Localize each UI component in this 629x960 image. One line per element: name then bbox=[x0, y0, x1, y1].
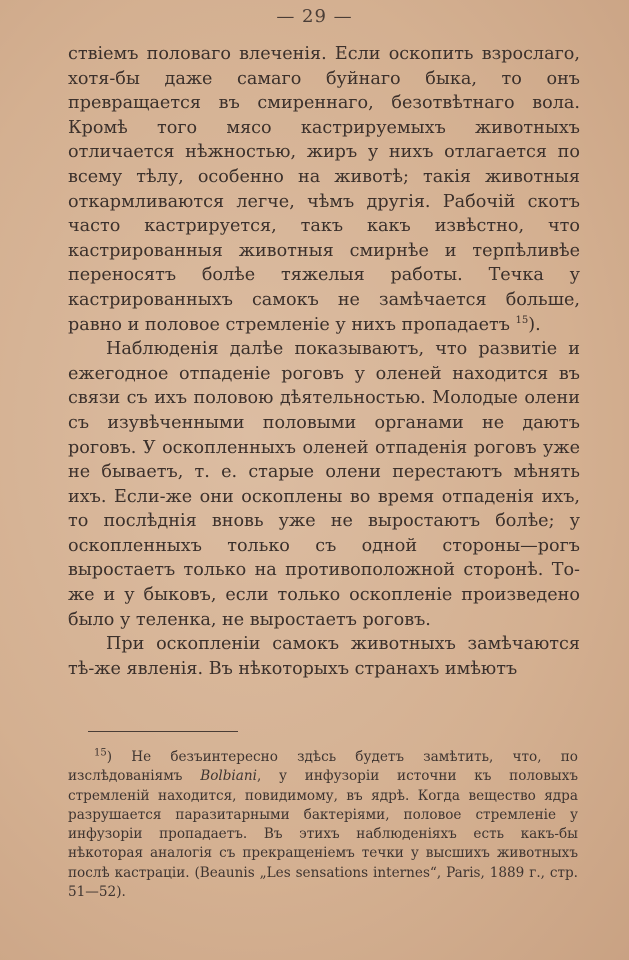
footnote-reference: 15 bbox=[515, 314, 529, 326]
footnote-marker: 15 bbox=[94, 747, 107, 759]
paragraph-3: При оскопленіи самокъ животныхъ замѣчаются тѣ-же явленія. Въ нѣкоторыхъ странахъ имѣютъ bbox=[68, 634, 580, 679]
footnote-divider bbox=[88, 731, 238, 732]
paragraph-2: Наблюденія далѣе показываютъ, что развитіе и ежегодное отпаденіе роговъ у оленей находится въ связи съ ихъ половою дѣятельностью. Молодые олени съ изувѣченными половыми органами не даютъ роговъ. У оскопленныхъ оленей отпаденія роговъ уже не бываетъ, т. е. старые олени перестаютъ мѣнять ихъ. Если-же они оскоплены во время отпаденія ихъ, то послѣднія вновь уже не выростаютъ болѣе; у оскопленныхъ только съ одной стороны—рогъ выростаетъ только на противоположной сторонѣ. То-же и у быковъ, если только оскопленіе произведено было у теленка, не выростаетъ роговъ. bbox=[68, 339, 580, 630]
footnote-text-end: , у инфузоріи источни къ половыхъ стремленій находится, повидимому, въ ядрѣ. Когда вещество ядра разрушается паразитарными бактеріями, половое стремленіе у инфузоріи пропадаетъ. Въ этихъ наблюденіяхъ есть какъ-бы нѣкоторая аналогія съ прекращеніемъ течки у высшихъ животныхъ послѣ кастраціи. (Beaunis „Les sensations internes“, Paris, 1889 г., стр. 51—52). bbox=[68, 768, 579, 901]
page-number: — 29 — bbox=[276, 6, 353, 27]
paragraph-1 bbox=[68, 42, 580, 337]
paragraph-1-ending: ). bbox=[528, 314, 541, 335]
main-text bbox=[68, 42, 580, 681]
footnote-text-start: ) Не безъинтересно здѣсь будетъ замѣтить, что, по изслѣдованіямъ bbox=[68, 749, 578, 785]
footnote-author: Bolbiani bbox=[200, 768, 257, 785]
paragraph-1-text: ствіемъ половаго влеченія. Если оскопить взрослаго, хотя-бы даже самаго буйнаго быка, то онъ превращается въ смиреннаго, безотвѣтнаго вола. Кромѣ того мясо кастрируемыхъ животныхъ отличается нѣжностью, жиръ у нихъ отлагается по всему тѣлу, особенно на животѣ; такія животныя откармливаются легче, чѣмъ другія. Рабочій скотъ часто кастрируется, такъ какъ извѣстно, что кастрированныя животныя смирнѣе и терпѣливѣе переносятъ болѣе тяжелыя работы. Течка у кастрированныхъ самокъ не замѣчается больше, равно и половое стремленіе у нихъ пропадаетъ bbox=[68, 44, 580, 335]
footnote-text bbox=[68, 748, 578, 902]
footnote bbox=[68, 748, 578, 902]
